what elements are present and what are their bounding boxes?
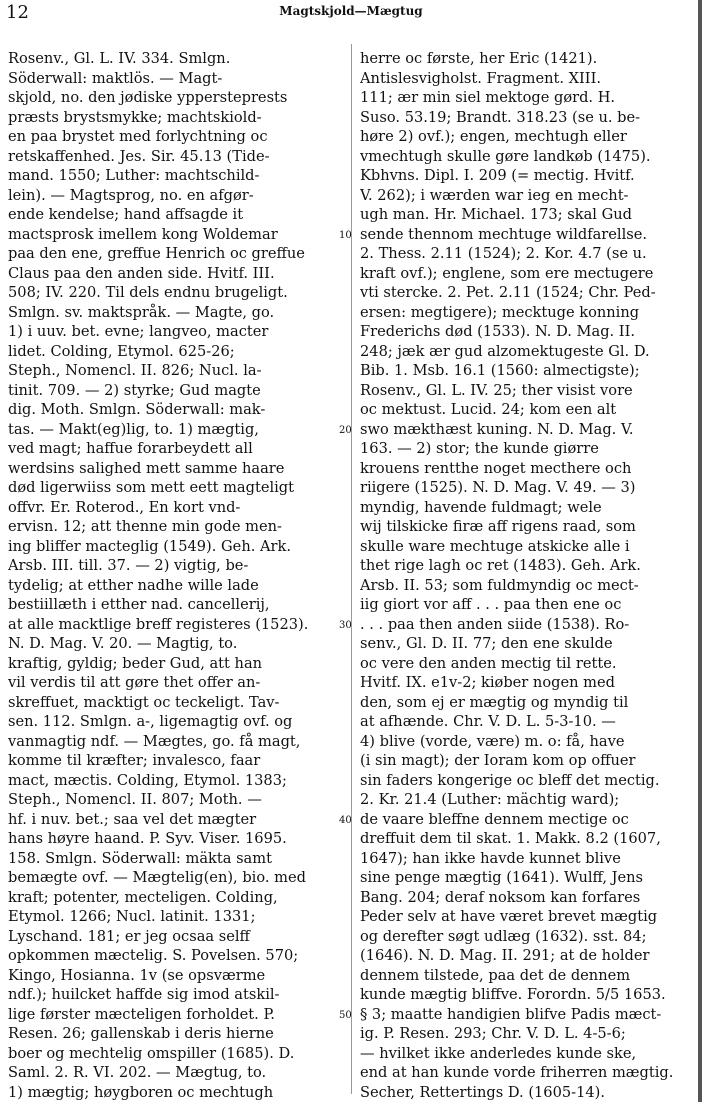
right-column — [360, 49, 698, 1102]
text-line: at alle macktlige breff registeres (1523). — [8, 615, 309, 633]
text-line: oc mektust. Lucid. 24; kom een alt — [360, 401, 617, 418]
line-number: 10 — [339, 229, 352, 241]
text-line: 1) mægtig; høygboren oc mechtugh — [8, 1083, 274, 1101]
text-line: dreffuit dem til skat. 1. Makk. 8.2 (1607, — [360, 830, 661, 847]
text-line: krouens rentthe noget mecthere och — [360, 459, 632, 477]
text-line: mactsprosk imellem kong Woldemar — [8, 225, 278, 243]
text-line: vmechtugh skulle gøre landkøb (1475). — [360, 147, 651, 165]
text-line: Kingo, Hosianna. 1v (se opsværme — [8, 966, 266, 984]
page-header — [0, 2, 702, 24]
text-line: ing bliffer macteglig (1549). Geh. Ark. — [8, 537, 291, 555]
text-line: vti stercke. 2. Pet. 2.11 (1524; Chr. Ped- — [360, 284, 656, 301]
text-line: iig giort vor aff . . . paa then ene oc — [360, 596, 622, 613]
text-line: Steph., Nomencl. II. 826; Nucl. la- — [8, 362, 262, 379]
text-line: § 3; maatte handigien blifve Padis mæct- — [360, 1005, 662, 1023]
line-number: 30 — [339, 619, 352, 631]
text-line: Suso. 53.19; Brandt. 318.23 (se u. be- — [360, 108, 641, 126]
text-line: 158. Smlgn. Söderwall: mäkta samt — [8, 849, 272, 867]
text-line: 111; ær min siel mektoge gørd. H. — [360, 89, 616, 106]
text-line: Claus paa den anden side. Hvitf. III. — [8, 264, 275, 282]
text-line: senv., Gl. D. II. 77; den ene skulde — [360, 635, 613, 652]
text-line: 4) blive (vorde, være) m. o: få, have — [360, 732, 625, 750]
text-line: Saml. 2. R. VI. 202. — Mægtug, to. — [8, 1064, 267, 1081]
text-line: Bang. 204; deraf noksom kan forfares — [360, 888, 641, 906]
text-line: og derefter søgt udlæg (1632). sst. 84; — [360, 927, 647, 945]
line-number: 40 — [339, 814, 352, 826]
text-line: opkommen mæctelig. S. Povelsen. 570; — [8, 947, 299, 964]
text-line: 2. Kr. 21.4 (Luther: mächtig ward); — [360, 791, 620, 808]
text-line: ugh man. Hr. Michael. 173; skal Gud — [360, 206, 632, 223]
text-line: vil verdis til att gøre thet offer an- — [8, 674, 261, 691]
text-line: paa den ene, greffue Henrich oc greffue — [8, 245, 305, 262]
text-line: myndig, havende fuldmagt; wele — [360, 498, 602, 516]
text-line: 248; jæk ær gud alzomektugeste Gl. D. — [360, 342, 650, 360]
text-line: Kbhvns. Dipl. I. 209 (= mectig. Hvitf. — [360, 167, 635, 184]
text-line: at afhænde. Chr. V. D. L. 5-3-10. — — [360, 713, 616, 730]
text-line: mact, mæctis. Colding, Etymol. 1383; — [8, 771, 287, 789]
text-line: ved magt; haffue forarbeydett all — [8, 440, 253, 457]
text-line: de vaare bleffne dennem mectige oc — [360, 810, 629, 828]
text-line: Bib. 1. Msb. 16.1 (1560: almectigste); — [360, 362, 640, 379]
text-line: en paa brystet med forlychtning oc — [8, 128, 268, 145]
text-line: præsts brystsmykke; machtskiold- — [8, 108, 262, 126]
text-line: Resen. 26; gallenskab i deris hierne — [8, 1025, 274, 1042]
page-edge — [698, 0, 702, 1102]
text-line: Lyschand. 181; er jeg ocsaa selff — [8, 927, 250, 945]
text-line: kraftig, gyldig; beder Gud, att han — [8, 654, 263, 672]
text-line: ersen: megtigere); mecktuge konning — [360, 303, 640, 321]
text-line: Arsb. III. till. 37. — 2) vigtig, be- — [8, 557, 249, 574]
text-line: skjold, no. den jødiske yppersteprests — [8, 89, 288, 106]
text-line: lein). — Magtsprog, no. en afgør- — [8, 186, 254, 204]
text-line: ervisn. 12; att thenne min gode men- — [8, 518, 282, 535]
text-line: Arsb. II. 53; som fuldmyndig oc mect- — [360, 576, 639, 594]
text-line: sin faders kongerige oc bleff det mectig. — [360, 771, 660, 789]
text-line: mand. 1550; Luther: machtschild- — [8, 167, 260, 184]
text-line: død ligerwiiss som mett eett magteligt — [8, 479, 295, 496]
text-line: 508; IV. 220. Til dels endnu brugeligt. — [8, 284, 288, 301]
text-line: Steph., Nomencl. II. 807; Moth. — — [8, 791, 262, 808]
text-line: swo mækthæst kuning. N. D. Mag. V. — [360, 420, 634, 438]
text-line: den, som ej er mægtig og myndig til — [360, 693, 629, 711]
text-line: sine penge mægtig (1641). Wulff, Jens — [360, 869, 644, 886]
text-line: skulle ware mechtuge atskicke alle i — [360, 537, 630, 555]
text-line: hf. i nuv. bet.; saa vel det mægter — [8, 810, 257, 828]
text-line: kraft; potenter, mecteligen. Colding, — [8, 888, 278, 906]
text-line: ig. P. Resen. 293; Chr. V. D. L. 4-5-6; — [360, 1025, 626, 1042]
text-line: høre 2) ovf.); engen, mechtugh eller — [360, 128, 627, 145]
line-number: 20 — [339, 424, 352, 436]
text-line: tinit. 709. — 2) styrke; Gud magte — [8, 381, 261, 399]
text-line: herre oc første, her Eric (1421). — [360, 50, 598, 67]
text-line: Antislesvigholst. Fragment. XIII. — [360, 69, 601, 87]
page-number: 12 — [6, 2, 29, 23]
text-line: retskaffenhed. Jes. Sir. 45.13 (Tide- — [8, 147, 270, 165]
text-line: oc vere den anden mectig til rette. — [360, 654, 617, 672]
text-line: boer og mechtelig omspiller (1685). D. — [8, 1044, 295, 1062]
text-line: (i sin magt); der Ioram kom op offuer — [360, 752, 636, 769]
text-line: Rosenv., Gl. L. IV. 25; ther visist vore — [360, 381, 633, 399]
text-line: 163. — 2) stor; the kunde giørre — [360, 440, 599, 457]
line-number: 50 — [339, 1009, 352, 1021]
text-line: lige førster mæcteligen forholdet. P. — [8, 1005, 275, 1023]
text-line: Peder selv at have været brevet mægtig — [360, 908, 658, 925]
left-column — [8, 49, 344, 1102]
text-line: Hvitf. IX. e1v-2; kiøber nogen med — [360, 674, 615, 691]
text-line: bestiillæth i etther nad. cancellerij, — [8, 596, 270, 613]
text-line: vanmagtig ndf. — Mægtes, go. få magt, — [8, 732, 301, 750]
running-title: Magtskjold—Mægtug — [279, 4, 423, 18]
text-line: Frederichs død (1533). N. D. Mag. II. — [360, 323, 635, 340]
text-line: 1) i uuv. bet. evne; langveo, macter — [8, 323, 269, 340]
text-line: — hvilket ikke anderledes kunde ske, — [360, 1044, 637, 1062]
text-line: end at han kunde vorde friherren mægtig. — [360, 1064, 674, 1081]
text-line: werdsins salighed mett samme haare — [8, 459, 285, 477]
text-line: (1646). N. D. Mag. II. 291; at de holder — [360, 947, 650, 964]
text-line: bemægte ovf. — Mægtelig(en), bio. med — [8, 869, 306, 886]
text-line: kraft ovf.); englene, som ere mectugere — [360, 264, 654, 282]
text-line: lidet. Colding, Etymol. 625-26; — [8, 342, 235, 360]
text-line: Etymol. 1266; Nucl. latinit. 1331; — [8, 908, 256, 925]
text-line: . . . paa then anden siide (1538). Ro- — [360, 615, 630, 633]
text-line: Smlgn. sv. maktspråk. — Magte, go. — [8, 303, 275, 321]
text-line: riigere (1525). N. D. Mag. V. 49. — 3) — [360, 479, 636, 496]
column-divider — [351, 44, 352, 1094]
text-line: ende kendelse; hand affsagde it — [8, 206, 244, 223]
text-line: thet rige lagh oc ret (1483). Geh. Ark. — [360, 557, 641, 574]
text-line: 1647); han ikke havde kunnet blive — [360, 849, 621, 867]
text-line: V. 262); i wærden war ieg en mecht- — [360, 186, 629, 204]
text-line: dig. Moth. Smlgn. Söderwall: mak- — [8, 401, 266, 418]
text-line: komme til kræfter; invalesco, faar — [8, 752, 261, 769]
text-line: N. D. Mag. V. 20. — Magtig, to. — [8, 635, 238, 652]
text-line: Rosenv., Gl. L. IV. 334. Smlgn. — [8, 50, 231, 67]
text-line: Secher, Rettertings D. (1605-14). — [360, 1083, 605, 1101]
text-line: hans høyre haand. P. Syv. Viser. 1695. — [8, 830, 287, 847]
text-line: tydelig; at etther nadhe wille lade — [8, 576, 259, 594]
text-line: sen. 112. Smlgn. a-, ligemagtig ovf. og — [8, 713, 293, 730]
text-line: dennem tilstede, paa det de dennem — [360, 966, 631, 984]
text-line: Söderwall: maktlös. — Magt- — [8, 69, 223, 87]
text-line: tas. — Makt(eg)lig, to. 1) mægtig, — [8, 420, 259, 438]
text-line: wij tilskicke firæ aff rigens raad, som — [360, 518, 636, 535]
text-line: skreffuet, macktigt oc teckeligt. Tav- — [8, 693, 280, 711]
text-line: 2. Thess. 2.11 (1524); 2. Kor. 4.7 (se u. — [360, 245, 647, 262]
text-line: sende thennom mechtuge wildfarellse. — [360, 225, 648, 243]
text-line: kunde mægtig bliffve. Forordn. 5/5 1653. — [360, 986, 666, 1003]
text-line: offvr. Er. Roterod., En kort vnd- — [8, 498, 241, 516]
text-line: ndf.); huilcket haffde sig imod atskil- — [8, 986, 280, 1003]
